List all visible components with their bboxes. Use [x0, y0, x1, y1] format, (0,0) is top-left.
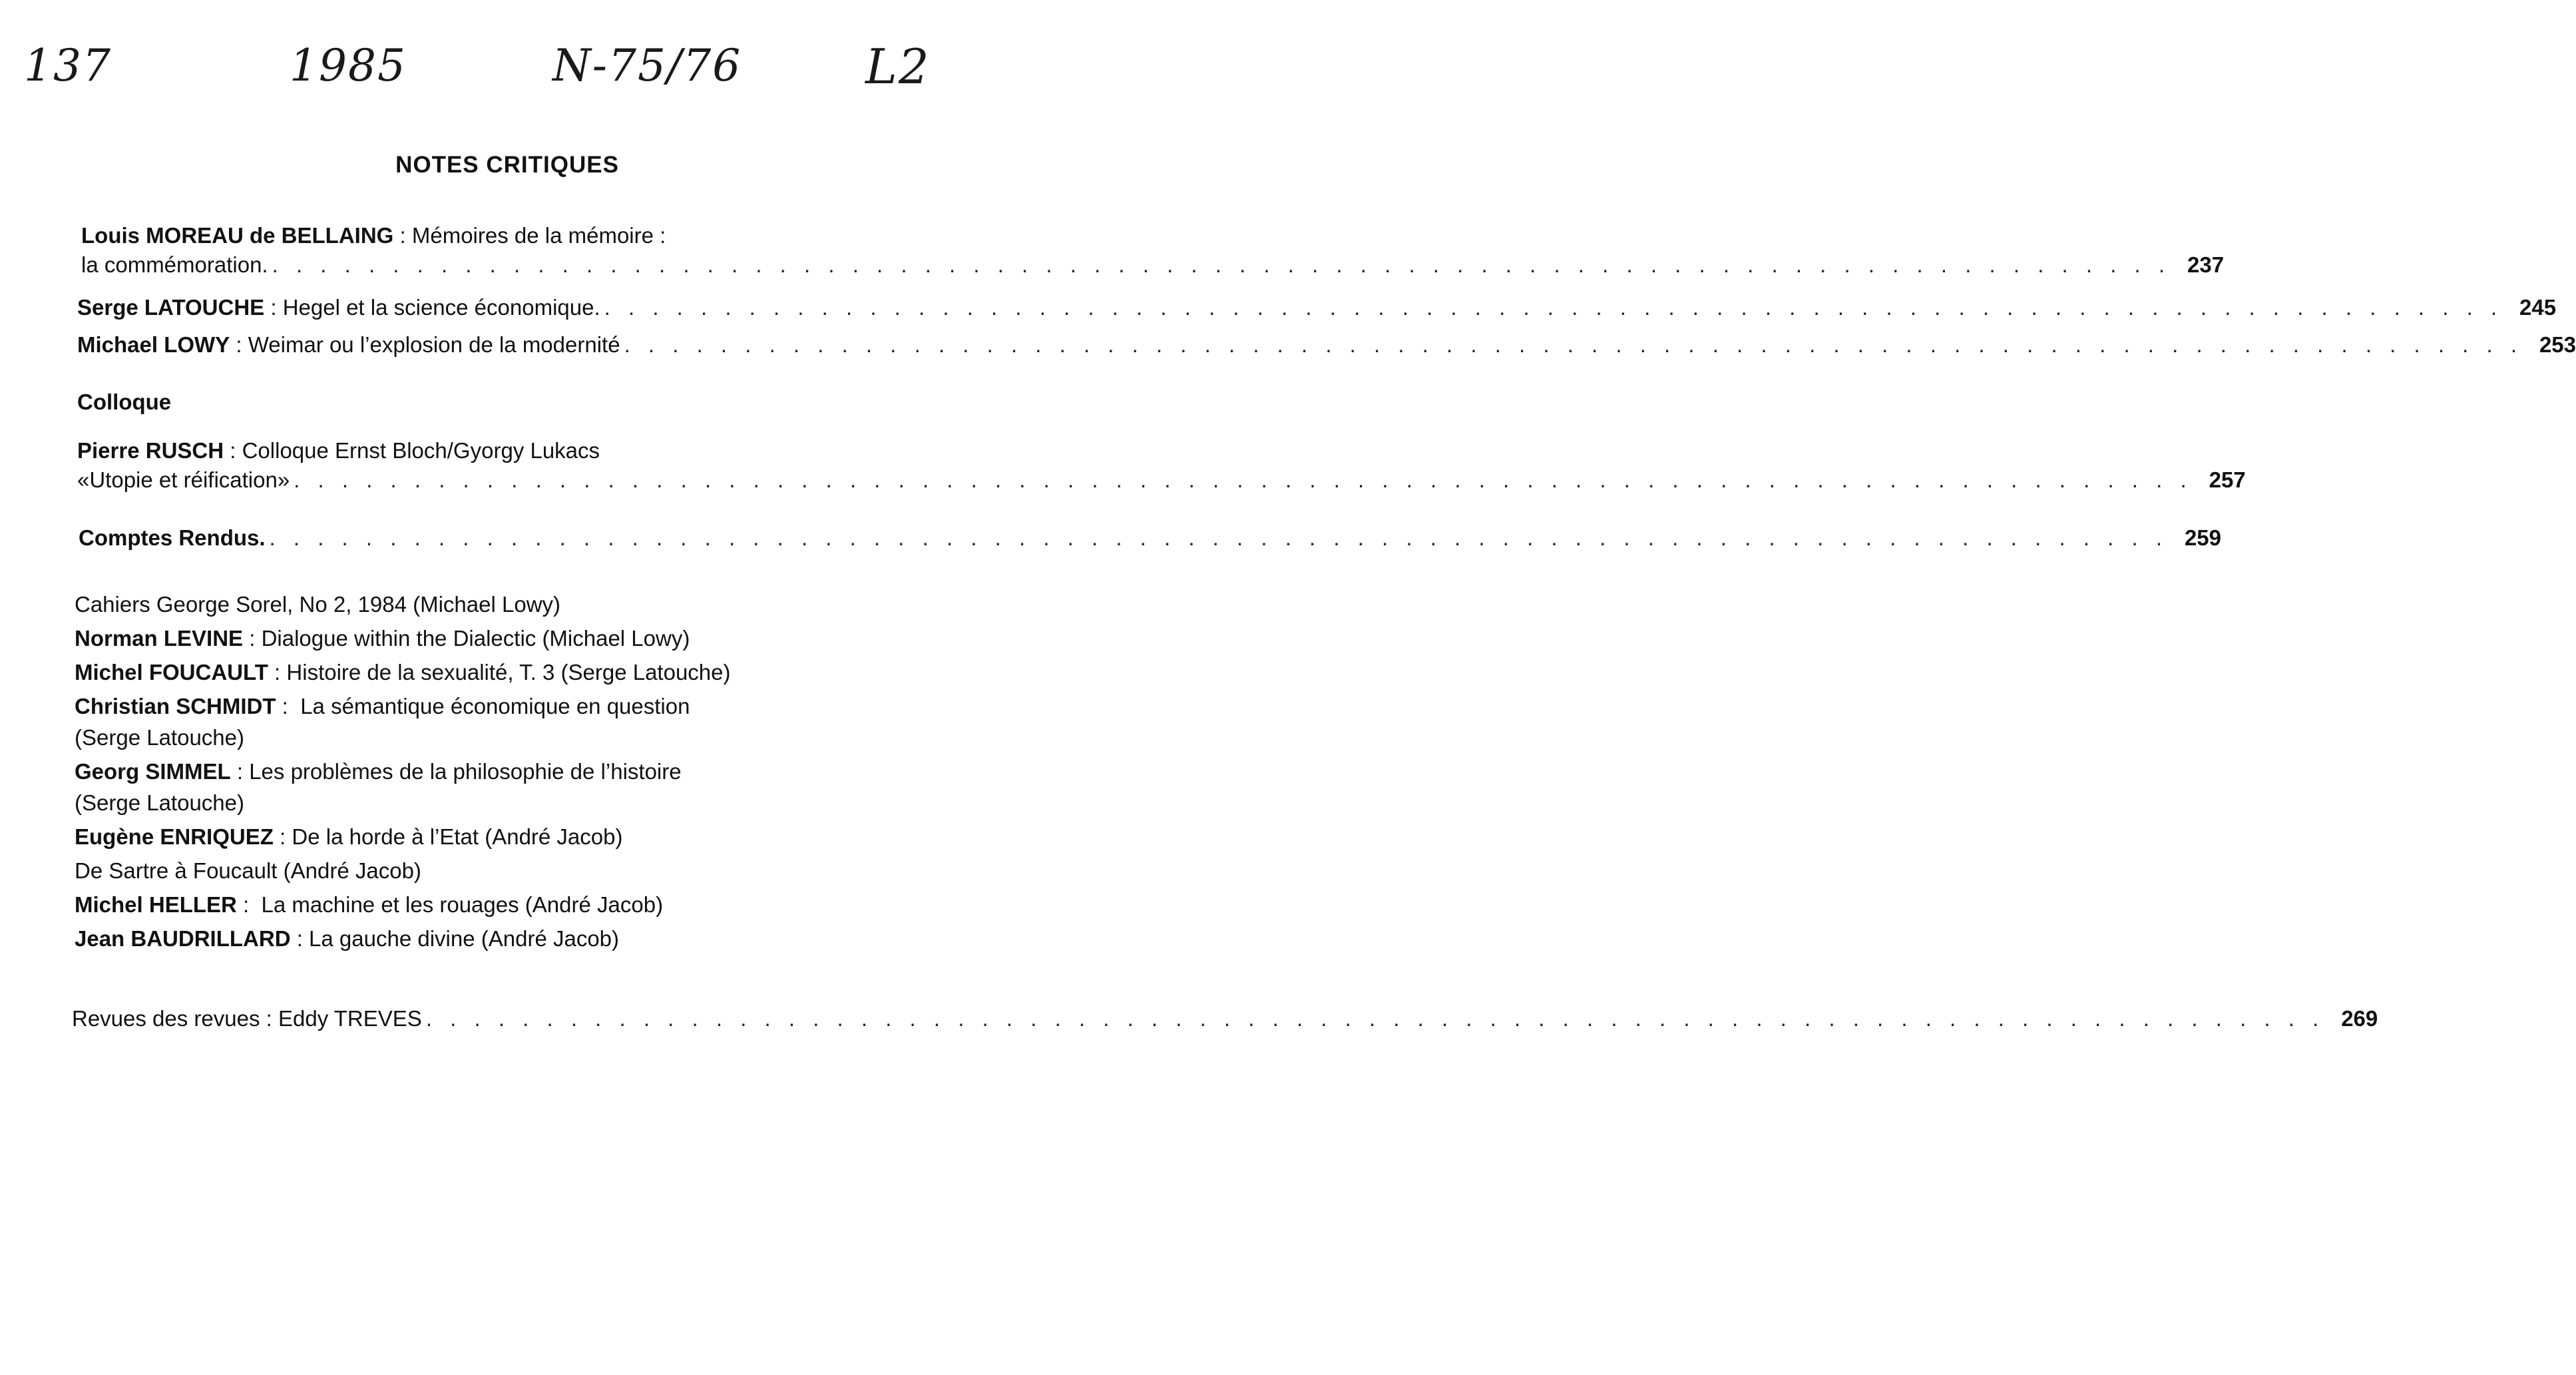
- review-author: Michel FOUCAULT: [75, 660, 268, 685]
- toc-entry: [77, 436, 2246, 495]
- review-text-continued: (Serge Latouche): [75, 725, 244, 750]
- review-separator: :: [276, 694, 301, 718]
- entry-title: Mémoires de la mémoire :: [411, 223, 666, 248]
- entry-title: Weimar ou l’explosion de la modernité: [248, 332, 620, 357]
- toc-entry-line: [72, 1004, 2378, 1033]
- entry-title: Colloque Ernst Bloch/Gyorgy Lukacs: [242, 438, 600, 463]
- review-text: La gauche divine (André Jacob): [309, 926, 620, 951]
- toc-entry: [77, 293, 2557, 322]
- review-author: Michel HELLER: [75, 892, 237, 917]
- list-item: [75, 922, 940, 956]
- list-item: [75, 655, 940, 689]
- toc-entry-line: [79, 523, 2221, 553]
- toc-entry-line: [81, 250, 2225, 280]
- review-author: Norman LEVINE: [75, 626, 244, 651]
- dot-leader: . . . . . . . . . . . . . . . . . . . . . . . . . . . . . . . . . . . . . . . . . . . . . . . . . . . . . . . . . . . . . . . . . . . . . . . . . . . . . . .: [425, 1006, 2325, 1031]
- review-separator: :: [290, 926, 310, 951]
- entry-separator: :: [393, 223, 412, 248]
- list-item: [75, 854, 940, 888]
- entry-separator: :: [230, 332, 248, 357]
- handwritten-note-4: L2: [865, 39, 931, 95]
- entry-title: Hegel et la science économique.: [282, 295, 600, 320]
- list-item: [75, 689, 940, 754]
- toc-entry: [81, 221, 2225, 280]
- entry-author: Pierre RUSCH: [77, 438, 224, 463]
- entry-title-continued: «Utopie et réification»: [77, 467, 290, 492]
- toc-entry-revues: [72, 1004, 2378, 1033]
- toc-entry-comptes-rendus: [79, 523, 2221, 553]
- entry-page-number: 253: [2539, 332, 2576, 357]
- review-separator: :: [268, 660, 287, 685]
- review-text: De la horde à l’Etat (André Jacob): [292, 824, 623, 849]
- list-item: [75, 587, 940, 621]
- list-item: [75, 621, 940, 655]
- entry-author: Serge LATOUCHE: [77, 295, 265, 320]
- entry-title-continued: la commémoration.: [81, 252, 268, 277]
- toc-entry-line: [77, 436, 980, 465]
- entry-author: Louis MOREAU de BELLAING: [81, 223, 394, 248]
- entry-page-number: 257: [2209, 467, 2246, 492]
- review-text: La sémantique économique en question: [300, 694, 690, 718]
- entry-separator: :: [264, 295, 283, 320]
- review-separator: :: [230, 759, 250, 784]
- review-separator: :: [273, 824, 292, 849]
- review-author: Eugène ENRIQUEZ: [75, 824, 274, 849]
- handwritten-note-3: N-75/76: [552, 40, 742, 91]
- dot-leader: . . . . . . . . . . . . . . . . . . . . . . . . . . . . . . . . . . . . . . . . . . . . . . . . . . . . . . . . . . . . . . . . . . . . . . . . . . . . . . .: [269, 525, 2168, 550]
- handwritten-note-2: 1985: [290, 40, 407, 91]
- entry-page-number: 259: [2184, 525, 2221, 550]
- section-heading-comptes-rendus: Comptes Rendus.: [79, 525, 266, 550]
- review-author: Georg SIMMEL: [75, 759, 231, 784]
- review-text: La machine et les rouages (André Jacob): [261, 892, 664, 917]
- page-title: NOTES CRITIQUES: [395, 152, 619, 178]
- dot-leader: . . . . . . . . . . . . . . . . . . . . . . . . . . . . . . . . . . . . . . . . . . . . . . . . . . . . . . . . . . . . . . . . . . . . . . . . . . . . . . .: [294, 467, 2193, 492]
- review-text: Dialogue within the Dialectic (Michael Lowy): [261, 626, 690, 651]
- entry-separator: :: [224, 438, 242, 463]
- toc-entry-line: [77, 465, 2246, 495]
- list-item: [75, 820, 940, 854]
- handwritten-note-1: 137: [24, 40, 112, 91]
- review-author: Christian SCHMIDT: [75, 694, 276, 718]
- entry-page-number: 269: [2341, 1006, 2378, 1031]
- list-item: [75, 888, 940, 922]
- review-text: De Sartre à Foucault (André Jacob): [75, 858, 421, 883]
- section-heading-colloque: Colloque: [77, 390, 172, 414]
- entry-page-number: 237: [2187, 252, 2225, 277]
- review-text: Cahiers George Sorel, No 2, 1984 (Michael Lowy): [75, 592, 561, 617]
- review-author: Jean BAUDRILLARD: [75, 926, 291, 951]
- list-item: [75, 754, 940, 820]
- review-text-continued: (Serge Latouche): [75, 790, 244, 815]
- review-separator: :: [236, 892, 262, 917]
- toc-entry-line: [81, 221, 980, 250]
- toc-entry-line: [77, 330, 2576, 360]
- review-separator: :: [243, 626, 262, 651]
- toc-entry: [77, 330, 2576, 360]
- entry-title: Revues des revues : Eddy TREVES: [72, 1006, 422, 1031]
- reviews-list: [75, 587, 940, 956]
- toc-entry-line: [77, 293, 2557, 322]
- dot-leader: . . . . . . . . . . . . . . . . . . . . . . . . . . . . . . . . . . . . . . . . . . . . . . . . . . . . . . . . . . . . . . . . . . . . . . . . . . . . . . .: [624, 332, 2523, 357]
- review-text: Les problèmes de la philosophie de l’histoire: [249, 759, 682, 784]
- entry-author: Michael LOWY: [77, 332, 230, 357]
- review-text: Histoire de la sexualité, T. 3 (Serge Latouche): [286, 660, 731, 685]
- entry-page-number: 245: [2519, 295, 2557, 320]
- dot-leader: . . . . . . . . . . . . . . . . . . . . . . . . . . . . . . . . . . . . . . . . . . . . . . . . . . . . . . . . . . . . . . . . . . . . . . . . . . . . . . .: [604, 295, 2503, 320]
- dot-leader: . . . . . . . . . . . . . . . . . . . . . . . . . . . . . . . . . . . . . . . . . . . . . . . . . . . . . . . . . . . . . . . . . . . . . . . . . . . . . . .: [272, 252, 2171, 277]
